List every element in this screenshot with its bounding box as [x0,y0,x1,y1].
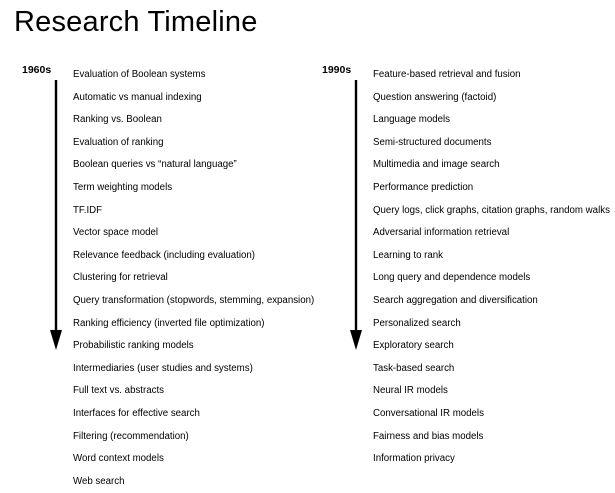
list-item: Question answering (factoid) [373,91,497,103]
list-item: Language models [373,114,451,126]
decade-label-1960s: 1960s [22,64,52,76]
list-item: Personalized search [373,317,461,329]
timeline-item-list-left [73,64,373,493]
list-item: Long query and dependence models [373,272,531,284]
list-item: Semi-structured documents [373,136,492,148]
list-item: Information privacy [373,453,455,465]
down-arrow-icon [49,80,63,350]
list-item: Multimedia and image search [373,159,500,171]
list-item: Feature-based retrieval and fusion [373,69,521,80]
list-item: Automatic vs manual indexing [73,91,202,103]
down-arrow-icon [349,80,363,350]
list-item: Boolean queries vs “natural language” [73,159,237,171]
list-item: Word context models [73,453,164,465]
list-item: Intermediaries (user studies and systems) [73,362,253,374]
list-item: Interfaces for effective search [73,407,200,419]
list-item: Filtering (recommendation) [73,430,189,442]
list-item: Relevance feedback (including evaluation) [73,249,256,261]
list-item: Performance prediction [373,181,474,193]
list-item: Evaluation of Boolean systems [73,69,206,80]
list-item: Ranking efficiency (inverted file optimization) [73,317,265,329]
list-item: Exploratory search [373,340,454,352]
list-item: Search aggregation and diversification [373,294,538,306]
list-item: Task-based search [373,362,455,374]
list-item: TF.IDF [73,204,103,216]
list-item: Probabilistic ranking models [73,340,194,352]
decade-label-1990s: 1990s [322,64,352,76]
list-item: Adversarial information retrieval [373,227,510,239]
list-item: Clustering for retrieval [73,272,168,284]
list-item: Ranking vs. Boolean [73,114,162,126]
list-item: Web search [73,475,125,487]
list-item: Vector space model [73,227,159,239]
list-item: Conversational IR models [373,407,484,419]
page-title: Research Timeline [14,6,258,38]
list-item: Query transformation (stopwords, stemming, expansion) [73,294,315,306]
list-item: Term weighting models [73,181,173,193]
list-item: Neural IR models [373,385,448,397]
list-item: Query logs, click graphs, citation graphs, random walks [373,204,610,216]
timeline-item-list-right [373,64,615,471]
list-item: Evaluation of ranking [73,136,164,148]
list-item: Fairness and bias models [373,430,484,442]
list-item: Learning to rank [373,249,444,261]
list-item: Full text vs. abstracts [73,385,164,397]
